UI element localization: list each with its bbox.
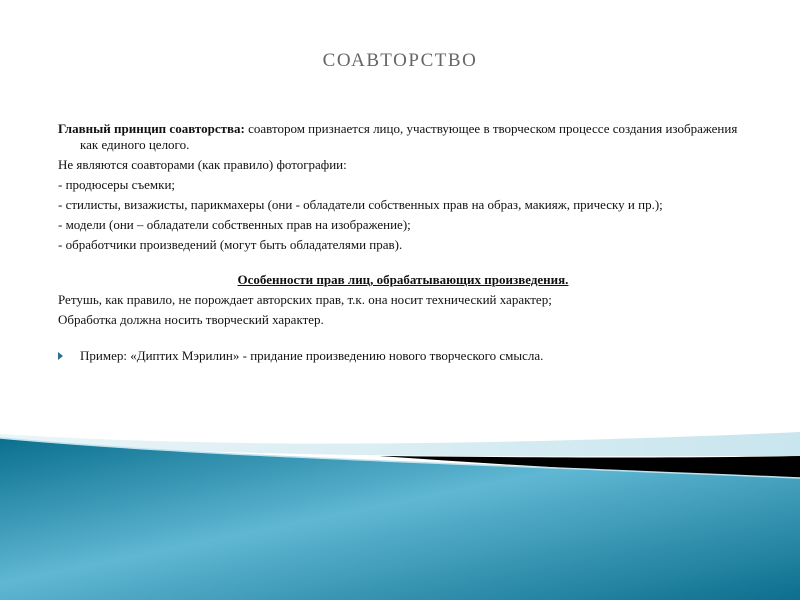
list-item-producers: - продюсеры съемки;	[58, 177, 176, 192]
triangle-bullet-icon	[58, 352, 63, 360]
slide-title: СОАВТОРСТВО	[322, 50, 478, 71]
example-bullet	[58, 348, 748, 364]
not-coauthors-intro: Не являются соавторами (как правило) фотографии:	[58, 157, 347, 172]
decorative-wave	[0, 420, 800, 600]
slide-body	[58, 121, 748, 364]
list-item-models: - модели (они – обладатели собственных прав на изображение);	[58, 217, 411, 232]
principle-text: соавтором признается лицо, участвующее в творческом процессе создания изображения как единого целого.	[80, 121, 738, 152]
principle-paragraph	[58, 121, 748, 153]
processing-text: Обработка должна носить творческий характер.	[58, 312, 324, 327]
list-item-stylists: - стилисты, визажисты, парикмахеры (они - обладатели собственных прав на образ, макияж, прическу и пр.);	[58, 197, 663, 212]
example-text: Пример: «Диптих Мэрилин» - придание произведению нового творческого смысла.	[80, 348, 544, 363]
retouch-text: Ретушь, как правило, не порождает авторских прав, т.к. она носит технический характер;	[58, 292, 552, 307]
section-heading: Особенности прав лиц, обрабатывающих произведения.	[237, 272, 569, 287]
principle-label: Главный принцип соавторства:	[58, 121, 245, 136]
list-item-processors: - обработчики произведений (могут быть обладателями прав).	[58, 237, 403, 252]
